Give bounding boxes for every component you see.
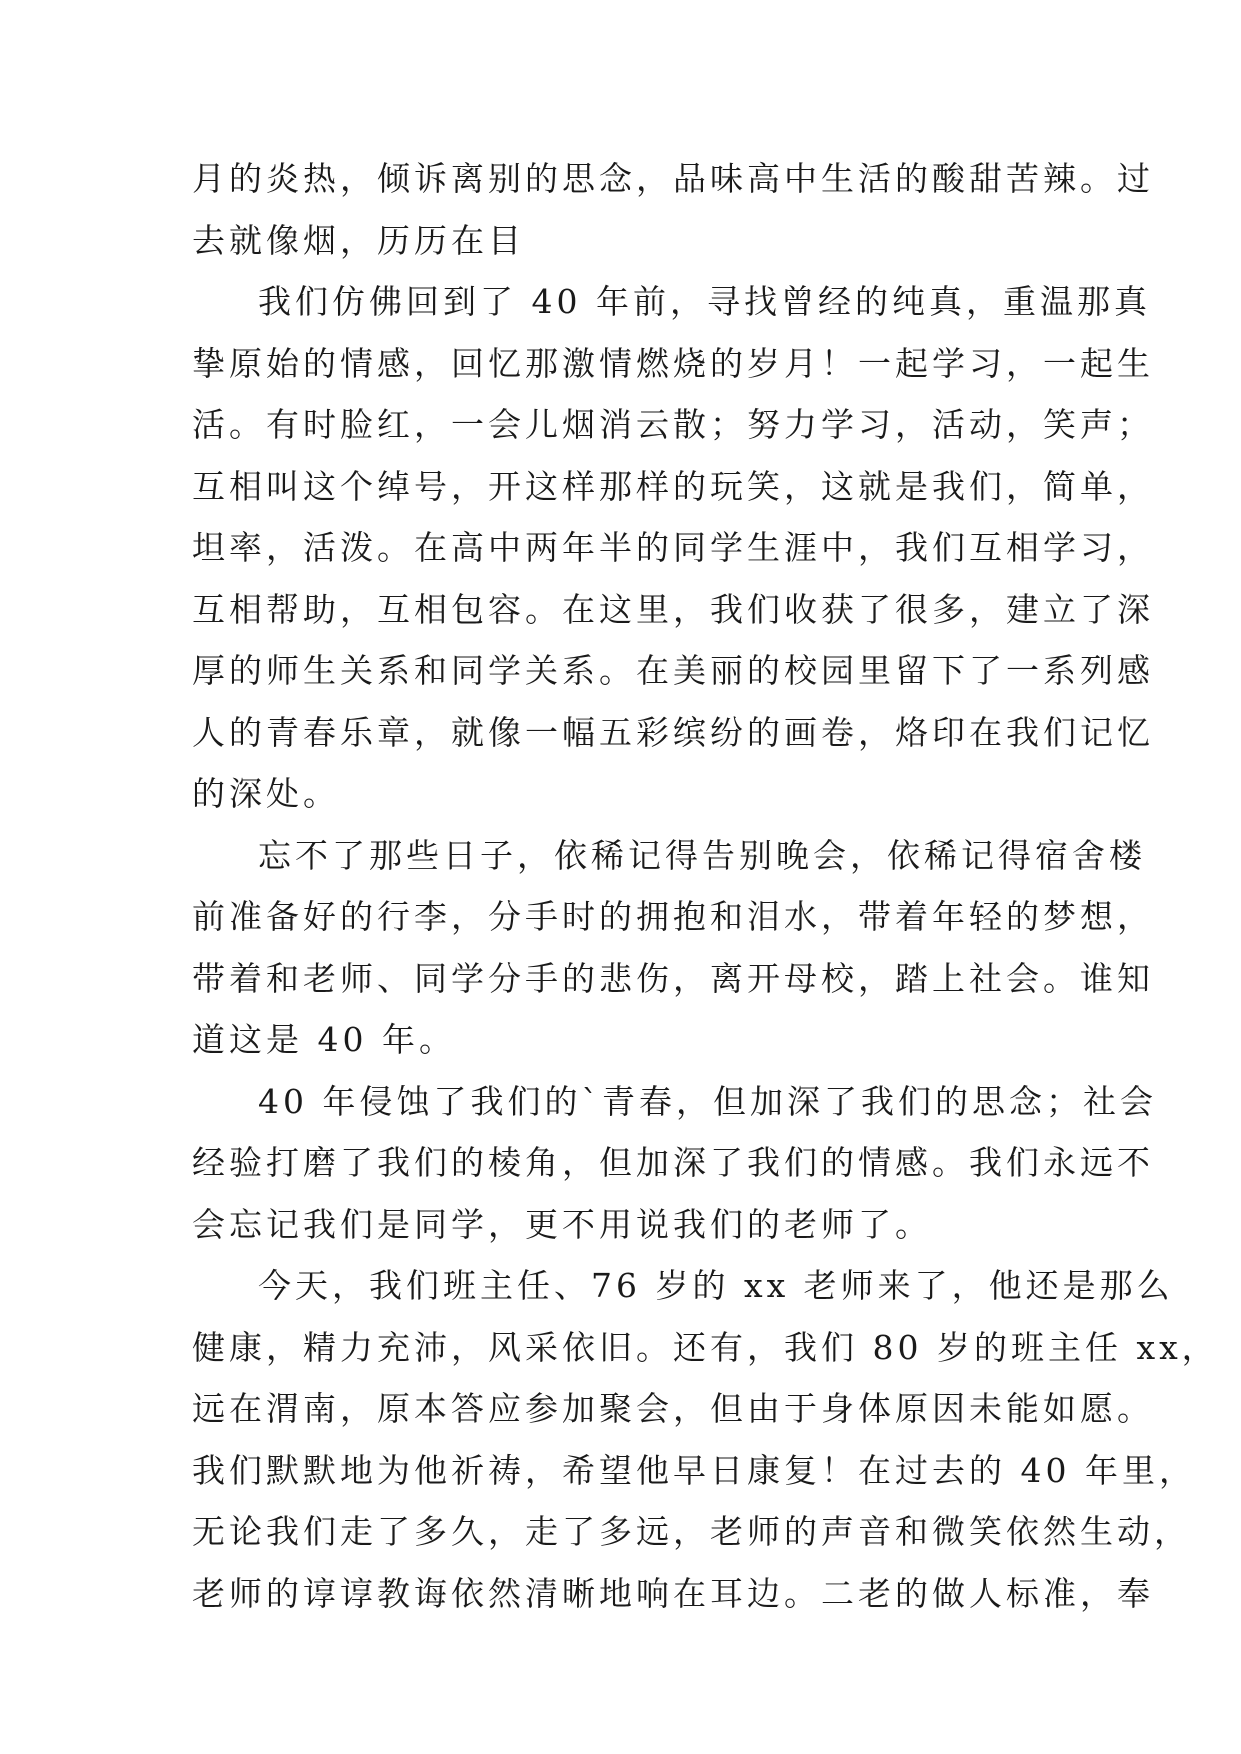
document-body [192,148,1219,1624]
paragraph-4 [192,1071,1157,1256]
text-line: 健康，精力充沛，风采依旧。还有，我们 80 岁的班主任 xx， [192,1327,1219,1367]
text-line: 远在渭南，原本答应参加聚会，但由于身体原因未能如愿。 [192,1389,1154,1428]
text-line: 坦率，活泼。在高中两年半的同学生涯中，我们互相学习， [192,528,1154,567]
text-line: 道这是 40 年。 [192,1020,456,1059]
text-line: 无论我们走了多久，走了多远，老师的声音和微笑依然生动， [192,1512,1191,1551]
text-line: 带着和老师、同学分手的悲伤，离开母校，踏上社会。谁知 [192,958,1154,998]
text-line: 前准备好的行李，分手时的拥抱和泪水，带着年轻的梦想， [192,897,1154,936]
text-line: 挚原始的情感，回忆那激情燃烧的岁月！一起学习，一起生 [192,343,1154,383]
text-line: 我们默默地为他祈祷，希望他早日康复！在过去的 40 年里， [192,1450,1196,1490]
text-line: 的深处。 [192,774,340,813]
text-line: 互相帮助，互相包容。在这里，我们收获了很多，建立了深 [192,589,1154,629]
text-line: 40 年侵蚀了我们的`青春，但加深了我们的思念；社会 [258,1081,1157,1121]
text-line: 互相叫这个绰号，开这样那样的玩笑，这就是我们，简单， [192,466,1154,506]
paragraph-2 [192,271,1154,825]
paragraph-5 [192,1255,1219,1624]
text-line: 活。有时脸红，一会儿烟消云散；努力学习，活动，笑声； [192,405,1154,444]
paragraph-3 [192,825,1154,1071]
text-line: 去就像烟，历历在目 [192,220,525,260]
text-line: 经验打磨了我们的棱角，但加深了我们的情感。我们永远不 [192,1143,1154,1182]
text-line: 忘不了那些日子，依稀记得告别晚会，依稀记得宿舍楼 [258,835,1146,875]
paragraph-1 [192,148,1154,271]
text-line: 今天，我们班主任、76 岁的 xx 老师来了，他还是那么 [258,1266,1174,1305]
text-line: 我们仿佛回到了 40 年前，寻找曾经的纯真，重温那真 [258,282,1151,321]
text-line: 老师的谆谆教诲依然清晰地响在耳边。二老的做人标准，奉 [192,1573,1154,1613]
text-line: 月的炎热，倾诉离别的思念，品味高中生活的酸甜苦辣。过 [192,159,1154,198]
text-line: 会忘记我们是同学，更不用说我们的老师了。 [192,1204,932,1244]
text-line: 人的青春乐章，就像一幅五彩缤纷的画卷，烙印在我们记忆 [192,712,1154,752]
text-line: 厚的师生关系和同学关系。在美丽的校园里留下了一系列感 [192,651,1154,690]
